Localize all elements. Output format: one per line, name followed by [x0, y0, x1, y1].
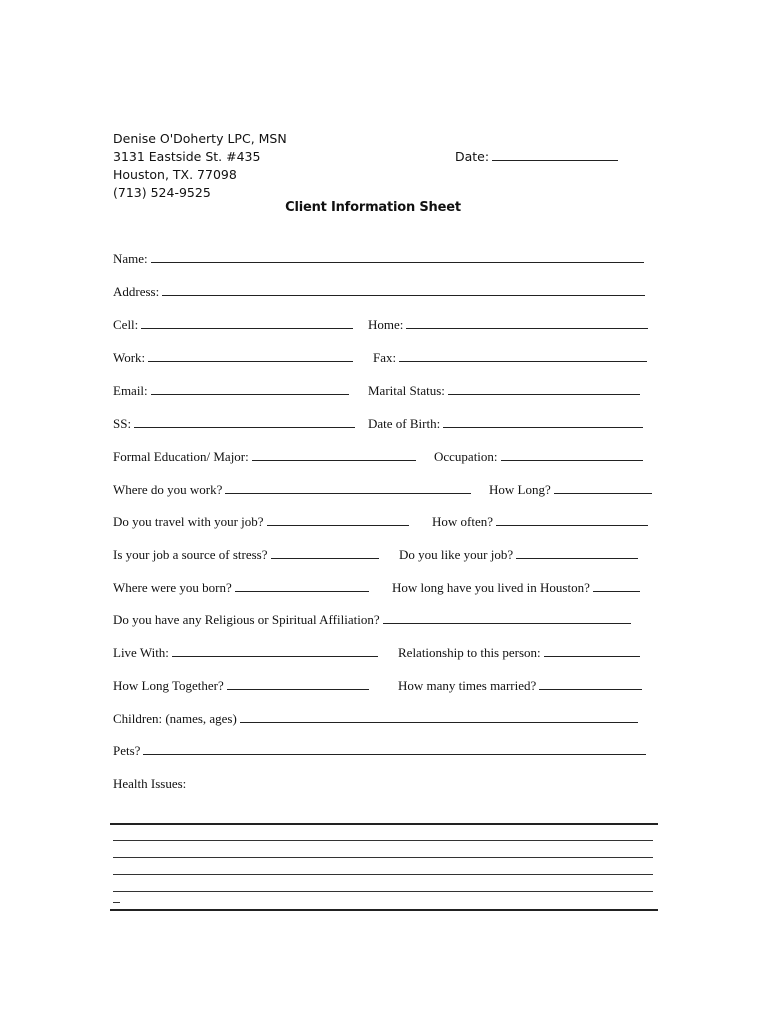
- occupation-field[interactable]: [434, 448, 643, 466]
- address-blank[interactable]: [162, 283, 645, 296]
- how-long-houston-blank[interactable]: [593, 579, 640, 592]
- email-field[interactable]: [113, 382, 349, 400]
- live-with-label: Live With:: [113, 645, 169, 660]
- health-line-3[interactable]: [113, 874, 653, 875]
- like-job-label: Do you like your job?: [399, 547, 514, 562]
- cell-label: Cell:: [113, 317, 139, 332]
- marital-status-field[interactable]: [368, 382, 640, 400]
- health-area-bottom-rule: [110, 909, 658, 911]
- where-born-field[interactable]: [113, 579, 369, 597]
- email-label: Email:: [113, 383, 148, 398]
- fax-label: Fax:: [373, 350, 397, 365]
- where-born-label: Where were you born?: [113, 580, 232, 595]
- religious-blank[interactable]: [383, 611, 631, 624]
- like-job-blank[interactable]: [516, 546, 638, 559]
- pets-row: [113, 742, 658, 760]
- marriage-row: [113, 677, 658, 695]
- where-work-field[interactable]: [113, 481, 471, 499]
- where-work-blank[interactable]: [225, 481, 471, 494]
- where-work-label: Where do you work?: [113, 482, 223, 497]
- work-label: Work:: [113, 350, 146, 365]
- marital-status-label: Marital Status:: [368, 383, 445, 398]
- form-title: Client Information Sheet: [285, 200, 461, 215]
- pets-field[interactable]: [113, 742, 646, 760]
- email-marital-row: [113, 382, 658, 400]
- date-blank[interactable]: [492, 148, 618, 161]
- how-often-field[interactable]: [432, 513, 648, 531]
- formal-education-label: Formal Education/ Major:: [113, 449, 249, 464]
- job-stress-blank[interactable]: [271, 546, 379, 559]
- date-field[interactable]: [455, 148, 618, 166]
- where-work-row: [113, 481, 658, 499]
- how-long-together-blank[interactable]: [227, 677, 369, 690]
- marital-status-blank[interactable]: [448, 382, 640, 395]
- work-fax-row: [113, 349, 658, 367]
- religious-field[interactable]: [113, 611, 631, 629]
- birthplace-row: [113, 579, 658, 597]
- practitioner-city: Houston, TX. 77098: [113, 167, 237, 182]
- address-row: [113, 283, 653, 301]
- relationship-field[interactable]: [398, 644, 640, 662]
- live-with-blank[interactable]: [172, 644, 378, 657]
- home-label: Home:: [368, 317, 404, 332]
- children-label: Children: (names, ages): [113, 711, 237, 726]
- name-field[interactable]: [113, 250, 644, 268]
- ss-label: SS:: [113, 416, 132, 431]
- job-stress-label: Is your job a source of stress?: [113, 547, 268, 562]
- name-blank[interactable]: [151, 250, 644, 263]
- practitioner-name: Denise O'Doherty LPC, MSN: [113, 131, 287, 146]
- cell-home-row: [113, 316, 658, 334]
- times-married-label: How many times married?: [398, 678, 537, 693]
- ss-blank[interactable]: [134, 415, 355, 428]
- live-with-row: [113, 644, 658, 662]
- travel-job-blank[interactable]: [267, 513, 409, 526]
- relationship-blank[interactable]: [544, 644, 640, 657]
- children-field[interactable]: [113, 710, 638, 728]
- relationship-label: Relationship to this person:: [398, 645, 541, 660]
- ss-dob-row: [113, 415, 658, 433]
- formal-education-field[interactable]: [113, 448, 416, 466]
- name-label: Name:: [113, 251, 148, 266]
- travel-job-field[interactable]: [113, 513, 409, 531]
- health-line-2[interactable]: [113, 857, 653, 858]
- how-long-houston-field[interactable]: [392, 579, 640, 597]
- religious-label: Do you have any Religious or Spiritual Affiliation?: [113, 612, 380, 627]
- job-stress-row: [113, 546, 658, 564]
- travel-row: [113, 513, 658, 531]
- health-issues-row: [113, 775, 658, 793]
- pets-blank[interactable]: [143, 742, 646, 755]
- practitioner-info: [113, 130, 287, 202]
- cell-blank[interactable]: [141, 316, 353, 329]
- health-issues-label: Health Issues:: [113, 776, 187, 791]
- date-of-birth-blank[interactable]: [443, 415, 643, 428]
- address-label: Address:: [113, 284, 160, 299]
- work-blank[interactable]: [148, 349, 353, 362]
- occupation-blank[interactable]: [501, 448, 643, 461]
- education-occupation-row: [113, 448, 658, 466]
- name-row: [113, 250, 653, 268]
- pets-label: Pets?: [113, 743, 141, 758]
- travel-job-label: Do you travel with your job?: [113, 514, 264, 529]
- ss-field[interactable]: [113, 415, 355, 433]
- times-married-field[interactable]: [398, 677, 642, 695]
- home-blank[interactable]: [406, 316, 648, 329]
- email-blank[interactable]: [151, 382, 349, 395]
- work-field[interactable]: [113, 349, 353, 367]
- where-born-blank[interactable]: [235, 579, 369, 592]
- how-long-field[interactable]: [489, 481, 652, 499]
- how-long-label: How Long?: [489, 482, 551, 497]
- cell-field[interactable]: [113, 316, 353, 334]
- how-often-blank[interactable]: [496, 513, 648, 526]
- health-line-5[interactable]: [113, 902, 120, 903]
- occupation-label: Occupation:: [434, 449, 498, 464]
- fax-blank[interactable]: [399, 349, 647, 362]
- times-married-blank[interactable]: [539, 677, 642, 690]
- children-blank[interactable]: [240, 710, 638, 723]
- address-field[interactable]: [113, 283, 645, 301]
- health-line-1[interactable]: [113, 840, 653, 841]
- formal-education-blank[interactable]: [252, 448, 416, 461]
- how-long-together-label: How Long Together?: [113, 678, 224, 693]
- health-line-4[interactable]: [113, 891, 653, 892]
- date-of-birth-field[interactable]: [368, 415, 643, 433]
- children-row: [113, 710, 658, 728]
- job-stress-field[interactable]: [113, 546, 379, 564]
- health-area-top-rule: [110, 823, 658, 825]
- practitioner-phone: (713) 524-9525: [113, 185, 211, 200]
- how-long-houston-label: How long have you lived in Houston?: [392, 580, 590, 595]
- live-with-field[interactable]: [113, 644, 378, 662]
- date-of-birth-label: Date of Birth:: [368, 416, 441, 431]
- home-field[interactable]: [368, 316, 648, 334]
- fax-field[interactable]: [373, 349, 647, 367]
- practitioner-street: 3131 Eastside St. #435: [113, 149, 261, 164]
- how-long-blank[interactable]: [554, 481, 652, 494]
- how-often-label: How often?: [432, 514, 494, 529]
- religious-row: [113, 611, 658, 629]
- like-job-field[interactable]: [399, 546, 638, 564]
- how-long-together-field[interactable]: [113, 677, 369, 695]
- date-label: Date:: [455, 149, 490, 164]
